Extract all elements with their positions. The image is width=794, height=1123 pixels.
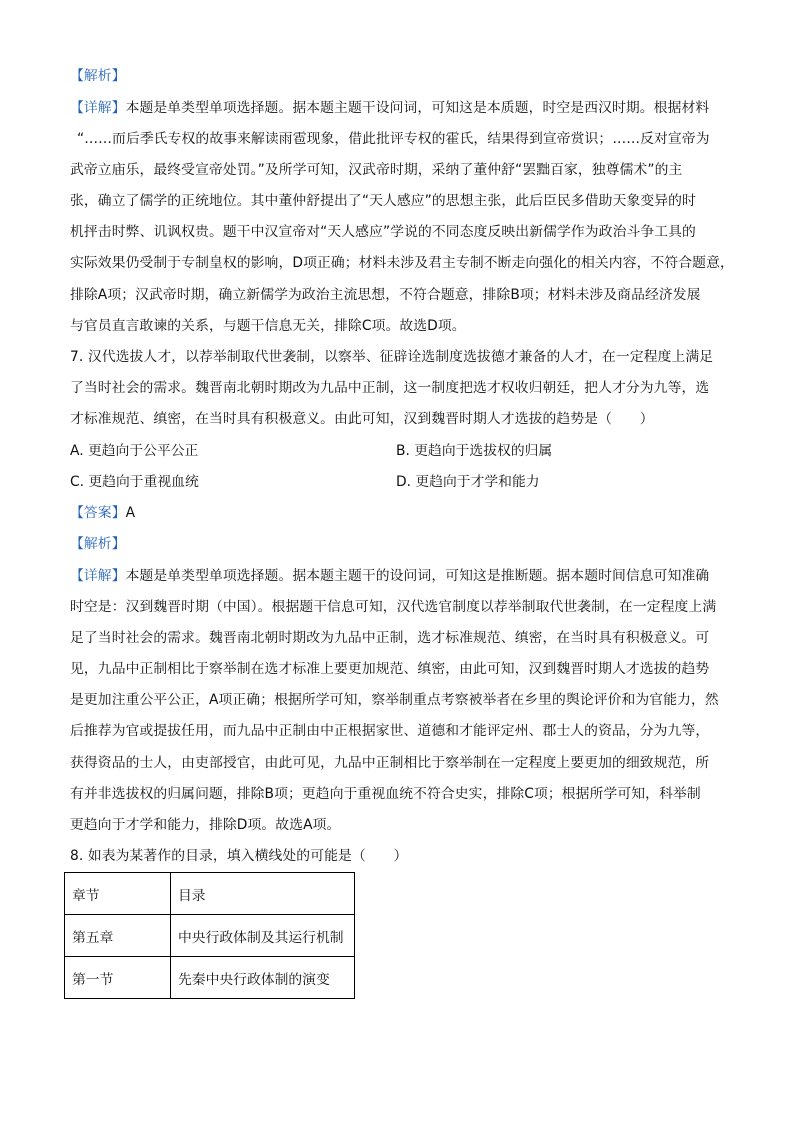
detail-line: 有并非选拔权的归属问题，排除B项；更趋向于重视血统不符合史实，排除C项；根据所学可知，科举制	[70, 786, 701, 802]
detail-heading: 【详解】	[70, 100, 126, 116]
table-cell: 中央行政体制及其运行机制	[171, 915, 355, 957]
detail-line: 见，九品中正制相比于察举制在选才标准上要更加规范、缜密，由此可知，汉到魏晋时期人才选拔的趋势	[70, 661, 710, 677]
table-row	[65, 957, 355, 999]
detail-line: “……而后季氏专权的故事来解读雨雹现象，借此批评专权的霍氏，结果得到宣帝赏识；……反对宣帝为	[77, 131, 710, 147]
detail-line: 【详解】本题是单类型单项选择题。据本题主题干设问词，可知这是本质题，时空是西汉时期。根据材料	[70, 100, 710, 116]
table-header-row	[65, 873, 355, 915]
answer-heading: 【答案】	[70, 505, 126, 521]
detail-line: 武帝立庙乐，最终受宣帝处罚。”及所学可知，汉武帝时期，采纳了董仲舒“罢黜百家，独尊儒术”的主	[70, 162, 683, 178]
option-a: A. 更趋向于公平公正	[70, 443, 199, 459]
detail-line: 张，确立了儒学的正统地位。其中董仲舒提出了“天人感应”的思想主张，此后臣民多借助天象变异的时	[70, 193, 696, 209]
question-stem: 7. 汉代选拔人才，以荐举制取代世袭制，以察举、征辟诠选制度选拔德才兼备的人才，在一定程度上满足	[70, 349, 714, 365]
table-row	[65, 915, 355, 957]
detail-line: 足了当时社会的需求。魏晋南北朝时期改为九品中正制，选才标准规范、缜密，在当时具有积极意义。可	[70, 630, 710, 646]
detail-line: 实际效果仍受制于专制皇权的影响，D项正确；材料未涉及君主专制不断走向强化的相关内容，不符合题意，	[70, 255, 734, 271]
detail-line: 时空是：汉到魏晋时期（中国）。根据题干信息可知，汉代选官制度以荐举制取代世袭制，在一定程度上满	[70, 599, 717, 615]
analysis-heading: 【解析】	[70, 536, 126, 552]
option-d: D. 更趋向于才学和能力	[396, 474, 540, 490]
detail-line: 【详解】本题是单类型单项选择题。据本题主题干的设问词，可知这是推断题。据本题时间信息可知准确	[70, 568, 710, 584]
question-stem: 才标准规范、缜密，在当时具有积极意义。由此可知，汉到魏晋时期人才选拔的趋势是（ ）	[70, 411, 654, 427]
table-header-cell: 目录	[171, 873, 355, 915]
table-cell: 第一节	[65, 957, 171, 999]
question-stem: 8. 如表为某著作的目录，填入横线处的可能是（ ）	[70, 848, 408, 864]
option-b: B. 更趋向于选拔权的归属	[396, 443, 553, 459]
detail-line: 更趋向于才学和能力，排除D项。故选A项。	[70, 817, 341, 833]
answer-value: A	[125, 505, 136, 521]
detail-line: 是更加注重公平公正，A项正确；根据所学可知，察举制重点考察被举者在乡里的舆论评价和为官能力，然	[70, 692, 719, 708]
question-stem: 了当时社会的需求。魏晋南北朝时期改为九品中正制，这一制度把选才权收归朝廷，把人才分为九等，选	[70, 380, 710, 396]
detail-line: 排除A项；汉武帝时期，确立新儒学为政治主流思想，不符合题意，排除B项；材料未涉及商品经济发展	[70, 287, 701, 303]
table-cell: 先秦中央行政体制的演变	[171, 957, 355, 999]
analysis-heading: 【解析】	[70, 68, 126, 84]
option-c: C. 更趋向于重视血统	[70, 474, 199, 490]
detail-heading: 【详解】	[70, 568, 126, 584]
detail-line: 机抨击时弊、讥讽权贵。题干中汉宣帝对“天人感应”学说的不同态度反映出新儒学作为政治斗争工具的	[70, 224, 696, 240]
detail-line: 获得资品的士人，由吏部授官，由此可见，九品中正制相比于察举制在一定程度上要更加的细致规范，所	[70, 755, 710, 771]
table-header-cell: 章节	[65, 873, 171, 915]
answer-line	[70, 504, 730, 522]
detail-line: 后推荐为官或提拔任用，而九品中正制由中正根据家世、道德和才能评定州、郡士人的资品，分为九等，	[70, 723, 710, 739]
detail-line: 与官员直言敢谏的关系，与题干信息无关，排除C项。故选D项。	[70, 318, 466, 334]
table-cell: 第五章	[65, 915, 171, 957]
contents-table	[64, 872, 355, 999]
